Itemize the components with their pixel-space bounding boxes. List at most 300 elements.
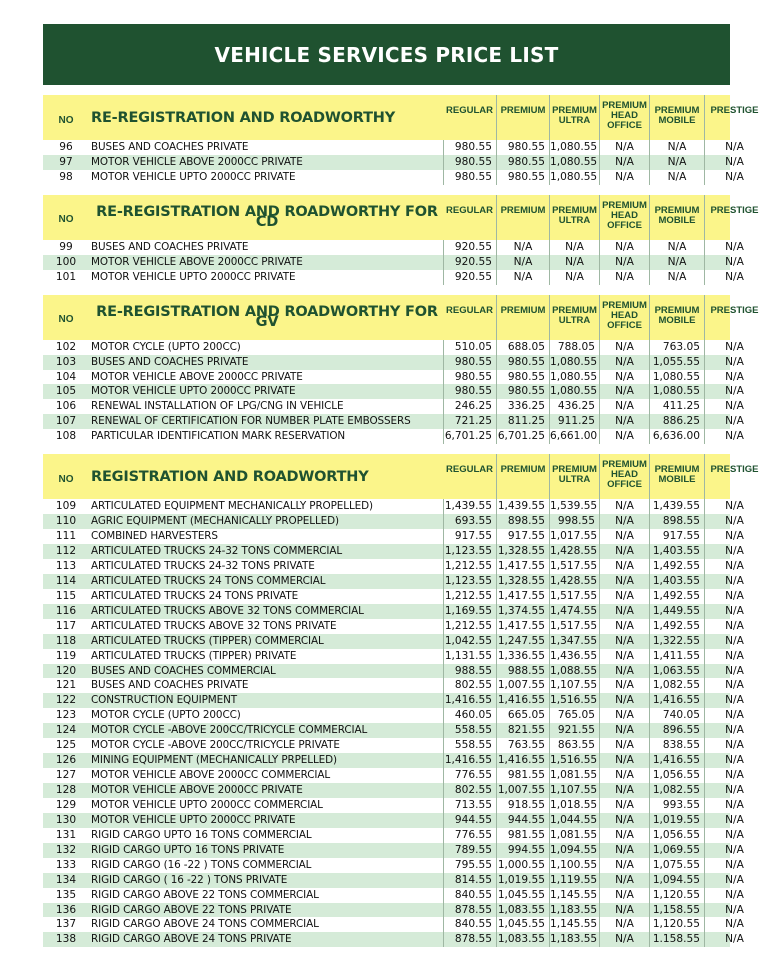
price-ultra: 1,145.55	[550, 918, 598, 931]
price-premium: 1,019.55	[496, 873, 549, 888]
price-head: N/A	[599, 429, 649, 444]
service-description: MOTOR CYCLE (UPTO 200CC)	[91, 340, 241, 353]
price-mobile: 917.55	[649, 529, 704, 544]
price-prestige: N/A	[704, 544, 764, 559]
price-ultra: 1,100.55	[550, 858, 598, 871]
section-header	[43, 295, 759, 340]
page-title: VEHICLE SERVICES PRICE LIST	[43, 24, 730, 85]
price-premium: 1,417.55	[496, 559, 549, 574]
price-premium: 336.25	[496, 399, 549, 414]
table-row	[43, 873, 744, 888]
price-mobile: 1.158.55	[649, 932, 704, 947]
row-number: 96	[59, 141, 73, 153]
price-regular: 789.55	[443, 843, 496, 858]
price-prestige: N/A	[704, 873, 764, 888]
table-row	[43, 738, 744, 753]
service-description: MOTOR CYCLE -ABOVE 200CC/TRICYCLE PRIVATE	[91, 739, 340, 752]
price-ultra: 1,436.55	[550, 649, 598, 662]
section-title: RE-REGISTRATION AND ROADWORTHY FOR GV	[96, 304, 438, 331]
price-prestige: N/A	[704, 429, 764, 444]
row-number: 101	[55, 270, 77, 283]
price-prestige: N/A	[704, 708, 764, 723]
row-number: 104	[55, 370, 77, 383]
price-premium: 988.55	[496, 664, 549, 679]
price-head: N/A	[599, 664, 649, 679]
price-prestige: N/A	[704, 514, 764, 529]
service-description: RIGID CARGO (16 -22 ) TONS COMMERCIAL	[91, 858, 312, 871]
price-head: N/A	[599, 708, 649, 723]
price-regular: 802.55	[443, 783, 496, 798]
price-prestige: N/A	[704, 240, 764, 255]
price-premium: 980.55	[496, 370, 549, 385]
price-regular: 1,212.55	[443, 589, 496, 604]
column-header-regular: REGULAR	[446, 204, 493, 216]
price-ultra: N/A	[549, 240, 599, 255]
row-number: 129	[55, 798, 77, 811]
column-header-premium-ultra: PREMIUM ULTRA	[549, 95, 599, 140]
row-number: 117	[55, 619, 77, 632]
service-description: MOTOR VEHICLE UPTO 2000CC PRIVATE	[91, 813, 296, 826]
table-row	[43, 932, 744, 947]
price-premium: 994.55	[496, 843, 549, 858]
row-number: 113	[55, 559, 77, 572]
row-number: 112	[55, 545, 77, 557]
column-header-no: NO	[58, 114, 74, 126]
price-head: N/A	[599, 384, 649, 399]
service-description: BUSES AND COACHES PRIVATE	[91, 679, 249, 692]
table-row	[43, 723, 744, 738]
price-ultra: 911.25	[549, 414, 599, 429]
price-mobile: 6,636.00	[649, 429, 704, 444]
price-mobile: 411.25	[649, 399, 704, 414]
price-regular: 721.25	[443, 414, 496, 429]
price-head: N/A	[599, 932, 649, 947]
service-description: COMBINED HARVESTERS	[91, 530, 218, 543]
price-head: N/A	[599, 170, 649, 185]
price-prestige: N/A	[704, 574, 764, 589]
table-row	[43, 140, 744, 155]
price-premium: 821.55	[496, 723, 549, 738]
table-row	[43, 155, 744, 170]
price-mobile: 898.55	[649, 514, 704, 529]
table-row	[43, 399, 744, 414]
service-description: RIGID CARGO ABOVE 24 TONS COMMERCIAL	[91, 918, 319, 931]
price-mobile: N/A	[649, 170, 704, 185]
price-head: N/A	[599, 693, 649, 708]
price-premium: 1,417.55	[496, 619, 549, 634]
price-prestige: N/A	[704, 813, 764, 828]
price-mobile: 763.05	[649, 340, 704, 355]
price-regular: 1,416.55	[443, 693, 496, 708]
service-description: ARTICULATED TRUCKS 24 TONS PRIVATE	[91, 589, 299, 602]
column-header-prestige: PRESTIGE	[704, 95, 764, 140]
table-row	[43, 604, 744, 619]
table-row	[43, 170, 744, 185]
price-premium: 1,439.55	[496, 499, 549, 514]
section-gap	[43, 444, 730, 454]
price-head: N/A	[599, 828, 649, 843]
price-ultra: 998.55	[549, 514, 599, 529]
price-ultra: 1,428.55	[550, 545, 598, 557]
table-row	[43, 664, 744, 679]
price-regular: 917.55	[443, 529, 496, 544]
price-ultra: 1,347.55	[550, 634, 598, 647]
service-description: RIGID CARGO ABOVE 24 TONS PRIVATE	[91, 933, 292, 946]
section-title: RE-REGISTRATION AND ROADWORTHY	[91, 109, 396, 126]
price-prestige: N/A	[704, 738, 764, 753]
price-regular: 920.55	[443, 255, 496, 270]
section-header	[43, 454, 759, 499]
price-prestige: N/A	[704, 649, 764, 664]
price-head: N/A	[599, 270, 649, 285]
column-header-prestige: PRESTIGE	[704, 295, 764, 340]
price-regular: 878.55	[443, 932, 496, 947]
price-head: N/A	[599, 514, 649, 529]
price-premium: 981.55	[496, 768, 549, 783]
table-row	[43, 429, 744, 444]
price-head: N/A	[599, 544, 649, 559]
price-mobile: N/A	[649, 140, 704, 155]
price-head: N/A	[599, 559, 649, 574]
price-regular: 510.05	[443, 340, 496, 355]
table-row	[43, 649, 744, 664]
table-row	[43, 678, 744, 693]
price-premium: 1,000.55	[496, 858, 549, 873]
price-prestige: N/A	[704, 903, 764, 918]
price-mobile: 1,449.55	[649, 604, 704, 619]
price-ultra: 1,044.55	[550, 813, 598, 826]
table-row	[43, 340, 744, 355]
price-regular: 246.25	[443, 399, 496, 414]
price-mobile: 896.55	[649, 723, 704, 738]
price-prestige: N/A	[704, 768, 764, 783]
price-premium: 688.05	[496, 340, 549, 355]
price-head: N/A	[599, 768, 649, 783]
price-head: N/A	[599, 399, 649, 414]
price-prestige: N/A	[704, 917, 764, 932]
price-regular: 776.55	[443, 828, 496, 843]
price-regular: 6,701.25	[443, 429, 496, 444]
price-prestige: N/A	[704, 559, 764, 574]
price-regular: 713.55	[443, 798, 496, 813]
column-header-prestige: PRESTIGE	[704, 195, 764, 240]
table-row	[43, 529, 744, 544]
price-premium: 1,007.55	[496, 783, 549, 798]
column-header-regular: REGULAR	[446, 464, 493, 476]
price-ultra: 1,474.55	[550, 604, 598, 617]
price-mobile: 1,082.55	[649, 783, 704, 798]
price-mobile: 1,416.55	[649, 753, 704, 768]
price-mobile: 1,120.55	[649, 888, 704, 903]
price-regular: 802.55	[443, 678, 496, 693]
price-ultra: 1,516.55	[550, 694, 598, 707]
row-number: 97	[59, 155, 73, 168]
price-prestige: N/A	[704, 678, 764, 693]
price-prestige: N/A	[704, 888, 764, 903]
price-ultra: 1,183.55	[550, 903, 598, 916]
table-row	[43, 888, 744, 903]
price-premium: 1,417.55	[496, 589, 549, 604]
service-description: ARTICULATED TRUCKS ABOVE 32 TONS COMMERCIAL	[91, 604, 364, 617]
price-ultra: 788.05	[549, 340, 599, 355]
price-prestige: N/A	[704, 932, 764, 947]
price-premium: 980.55	[496, 355, 549, 370]
table-row	[43, 414, 744, 429]
price-prestige: N/A	[704, 798, 764, 813]
row-number: 98	[59, 170, 73, 183]
price-regular: 980.55	[443, 370, 496, 385]
row-number: 138	[55, 933, 77, 946]
price-head: N/A	[599, 140, 649, 155]
section-header	[43, 195, 759, 240]
service-description: AGRIC EQUIPMENT (MECHANICALLY PROPELLED)	[91, 515, 339, 528]
section-title: REGISTRATION AND ROADWORTHY	[91, 468, 369, 485]
price-mobile: 1,080.55	[649, 370, 704, 385]
price-prestige: N/A	[704, 529, 764, 544]
price-head: N/A	[599, 903, 649, 918]
row-number: 115	[55, 589, 77, 602]
row-number: 119	[55, 649, 77, 662]
table-row	[43, 768, 744, 783]
price-prestige: N/A	[704, 843, 764, 858]
price-premium: 6,701.25	[496, 429, 549, 444]
service-description: ARTICULATED TRUCKS ABOVE 32 TONS PRIVATE	[91, 619, 337, 632]
service-description: MOTOR CYCLE -ABOVE 200CC/TRICYCLE COMMERCIAL	[91, 724, 368, 737]
row-number: 137	[55, 918, 77, 931]
price-prestige: N/A	[704, 828, 764, 843]
price-mobile: 1,492.55	[649, 619, 704, 634]
row-number: 99	[59, 240, 73, 253]
service-description: MOTOR VEHICLE UPTO 2000CC COMMERCIAL	[91, 798, 323, 811]
price-premium: 980.55	[496, 384, 549, 399]
price-prestige: N/A	[704, 499, 764, 514]
price-mobile: 838.55	[649, 738, 704, 753]
price-sections	[43, 85, 759, 947]
price-ultra: 765.05	[549, 708, 599, 723]
price-head: N/A	[599, 678, 649, 693]
row-number: 116	[55, 604, 77, 617]
table-row	[43, 828, 744, 843]
price-premium: 981.55	[496, 828, 549, 843]
service-description: BUSES AND COACHES PRIVATE	[91, 240, 249, 253]
price-prestige: N/A	[704, 604, 764, 619]
price-ultra: 1,081.55	[550, 828, 598, 841]
table-row	[43, 903, 744, 918]
column-header-premium-mobile: PREMIUM MOBILE	[649, 454, 704, 499]
price-prestige: N/A	[704, 270, 764, 285]
column-header-premium-mobile: PREMIUM MOBILE	[649, 195, 704, 240]
price-regular: 920.55	[443, 240, 496, 255]
service-description: MOTOR VEHICLE ABOVE 2000CC PRIVATE	[91, 370, 303, 383]
price-premium: 918.55	[496, 798, 549, 813]
price-ultra: 1,080.55	[550, 355, 598, 368]
row-number: 109	[55, 500, 77, 513]
price-head: N/A	[599, 649, 649, 664]
table-row	[43, 917, 744, 932]
service-description: MOTOR VEHICLE ABOVE 2000CC PRIVATE	[91, 255, 303, 268]
price-head: N/A	[599, 783, 649, 798]
service-description: MOTOR CYCLE (UPTO 200CC)	[91, 709, 241, 722]
row-number: 102	[55, 340, 77, 353]
price-ultra: 1,183.55	[550, 933, 598, 946]
price-premium: 1,083.55	[496, 932, 549, 947]
price-ultra: 863.55	[549, 738, 599, 753]
price-head: N/A	[599, 619, 649, 634]
price-ultra: 921.55	[549, 723, 599, 738]
price-ultra: 1,516.55	[550, 754, 598, 767]
price-premium: 763.55	[496, 738, 549, 753]
column-header-premium: PREMIUM	[496, 454, 549, 499]
table-row	[43, 574, 744, 589]
table-row	[43, 514, 744, 529]
price-regular: 795.55	[443, 858, 496, 873]
price-premium: 980.55	[496, 140, 549, 155]
service-description: RENEWAL INSTALLATION OF LPG/CNG IN VEHICLE	[91, 400, 344, 413]
price-ultra: 1,119.55	[550, 873, 598, 886]
price-mobile: N/A	[649, 270, 704, 285]
row-number: 114	[55, 574, 77, 587]
service-description: ARTICULATED TRUCKS 24-32 TONS COMMERCIAL	[91, 545, 343, 557]
price-premium: 1,328.55	[496, 544, 549, 559]
price-mobile: 1,055.55	[649, 355, 704, 370]
price-regular: 980.55	[443, 384, 496, 399]
price-ultra: 1,080.55	[550, 385, 598, 398]
price-prestige: N/A	[704, 664, 764, 679]
price-head: N/A	[599, 155, 649, 170]
price-premium: 1,045.55	[496, 888, 549, 903]
price-premium: 665.05	[496, 708, 549, 723]
price-regular: 1,123.55	[443, 574, 496, 589]
column-header-premium-head-office: PREMIUM HEAD OFFICE	[599, 95, 649, 140]
price-regular: 558.55	[443, 723, 496, 738]
price-head: N/A	[599, 355, 649, 370]
price-prestige: N/A	[704, 155, 764, 170]
column-header-premium-head-office: PREMIUM HEAD OFFICE	[599, 454, 649, 499]
price-ultra: 1,080.55	[550, 141, 598, 153]
price-ultra: 1,081.55	[550, 769, 598, 782]
section-gap	[43, 185, 730, 195]
price-premium: 1,083.55	[496, 903, 549, 918]
column-header-premium-head-office: PREMIUM HEAD OFFICE	[599, 295, 649, 340]
table-row	[43, 858, 744, 873]
column-header-premium: PREMIUM	[496, 95, 549, 140]
column-header-premium: PREMIUM	[496, 195, 549, 240]
price-regular: 980.55	[443, 355, 496, 370]
table-row	[43, 270, 744, 285]
price-head: N/A	[599, 634, 649, 649]
price-ultra: 1,080.55	[550, 370, 598, 383]
price-mobile: 1,439.55	[649, 499, 704, 514]
price-head: N/A	[599, 888, 649, 903]
price-premium: 1,328.55	[496, 574, 549, 589]
price-ultra: 1,080.55	[550, 155, 598, 168]
price-head: N/A	[599, 813, 649, 828]
price-regular: 460.05	[443, 708, 496, 723]
column-header-premium-mobile: PREMIUM MOBILE	[649, 295, 704, 340]
price-premium: 1,374.55	[496, 604, 549, 619]
column-header-premium-mobile: PREMIUM MOBILE	[649, 95, 704, 140]
column-header-no: NO	[58, 314, 74, 326]
price-mobile: N/A	[649, 255, 704, 270]
price-head: N/A	[599, 414, 649, 429]
price-premium: N/A	[496, 270, 549, 285]
price-head: N/A	[599, 574, 649, 589]
section-header	[43, 95, 759, 140]
column-header-premium-ultra: PREMIUM ULTRA	[549, 454, 599, 499]
price-regular: 980.55	[443, 170, 496, 185]
price-prestige: N/A	[704, 858, 764, 873]
price-prestige: N/A	[704, 384, 764, 399]
price-prestige: N/A	[704, 140, 764, 155]
service-description: ARTICULATED TRUCKS 24 TONS COMMERCIAL	[91, 574, 326, 587]
price-premium: 1,416.55	[496, 753, 549, 768]
price-ultra: 1,517.55	[550, 559, 598, 572]
price-ultra: 1,145.55	[550, 888, 598, 901]
price-head: N/A	[599, 589, 649, 604]
price-premium: 1,336.55	[496, 649, 549, 664]
service-description: BUSES AND COACHES PRIVATE	[91, 141, 249, 153]
table-row	[43, 783, 744, 798]
price-mobile: 1,416.55	[649, 693, 704, 708]
table-row	[43, 589, 744, 604]
service-description: MINING EQUIPMENT (MECHANICALLY PRPELLED)	[91, 754, 337, 767]
row-number: 135	[55, 888, 77, 901]
price-ultra: 436.25	[549, 399, 599, 414]
price-premium: 1,247.55	[496, 634, 549, 649]
row-number: 121	[55, 679, 77, 692]
row-number: 118	[55, 634, 77, 647]
price-mobile: 1,075.55	[649, 858, 704, 873]
price-mobile: N/A	[649, 240, 704, 255]
price-head: N/A	[599, 917, 649, 932]
price-regular: 1,212.55	[443, 619, 496, 634]
price-ultra: 6,661.00	[550, 430, 598, 443]
service-description: BUSES AND COACHES PRIVATE	[91, 355, 249, 368]
price-prestige: N/A	[704, 355, 764, 370]
row-number: 130	[55, 813, 77, 826]
row-number: 120	[55, 664, 77, 677]
price-ultra: 1,107.55	[550, 679, 598, 692]
price-head: N/A	[599, 843, 649, 858]
price-prestige: N/A	[704, 753, 764, 768]
price-regular: 920.55	[443, 270, 496, 285]
price-ultra: 1,539.55	[550, 500, 598, 513]
table-row	[43, 798, 744, 813]
price-regular: 980.55	[443, 155, 496, 170]
price-premium: 1,045.55	[496, 917, 549, 932]
price-mobile: 1,120.55	[649, 917, 704, 932]
price-mobile: 1,069.55	[649, 843, 704, 858]
column-header-regular: REGULAR	[446, 105, 493, 116]
column-header-premium-ultra: PREMIUM ULTRA	[549, 295, 599, 340]
table-row	[43, 708, 744, 723]
service-description: RIGID CARGO ABOVE 22 TONS PRIVATE	[91, 903, 292, 916]
price-head: N/A	[599, 340, 649, 355]
price-regular: 1,123.55	[443, 544, 496, 559]
row-number: 133	[55, 858, 77, 871]
price-mobile: 993.55	[649, 798, 704, 813]
price-mobile: 1,080.55	[649, 384, 704, 399]
price-mobile: 1,082.55	[649, 678, 704, 693]
price-regular: 1,416.55	[443, 753, 496, 768]
price-prestige: N/A	[704, 723, 764, 738]
column-header-no: NO	[58, 473, 74, 485]
price-prestige: N/A	[704, 589, 764, 604]
service-description: RIGID CARGO ( 16 -22 ) TONS PRIVATE	[91, 873, 288, 886]
service-description: RENEWAL OF CERTIFICATION FOR NUMBER PLATE EMBOSSERS	[91, 415, 411, 428]
table-row	[43, 384, 744, 399]
price-ultra: 1,017.55	[550, 530, 598, 543]
